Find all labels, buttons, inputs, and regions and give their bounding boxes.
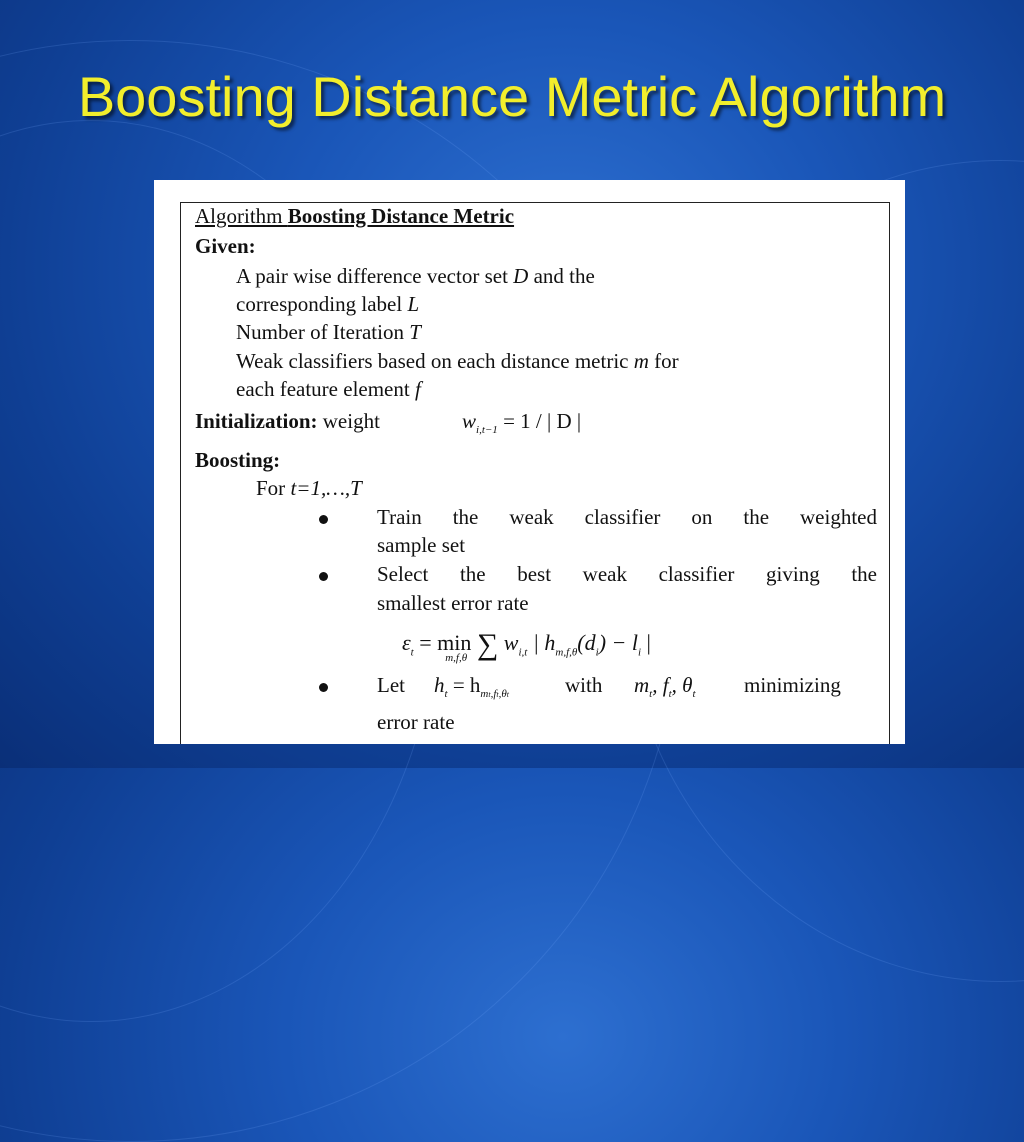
var-m-sub: t bbox=[649, 688, 653, 701]
bullet-3-h-sub: t bbox=[444, 688, 448, 701]
given-line-2-var: L bbox=[407, 292, 420, 316]
boosting-label-text: Boosting: bbox=[195, 448, 281, 472]
given-line-5-var: f bbox=[414, 377, 421, 401]
var-f-sub: t bbox=[668, 688, 672, 701]
bullet-3-eq: = h bbox=[447, 673, 481, 697]
given-line-4-var: m bbox=[633, 349, 649, 373]
bullet-3-line-2: error rate bbox=[377, 710, 455, 734]
var-f: , f bbox=[652, 673, 669, 697]
given-label-text: Given: bbox=[195, 234, 256, 258]
given-line-4-tail: for bbox=[648, 349, 679, 373]
var-m: m bbox=[634, 673, 650, 697]
bullet-2 bbox=[319, 572, 328, 581]
bullet-3-vars bbox=[634, 673, 696, 700]
formula-close: | bbox=[641, 630, 651, 655]
eq-sub-f: ,f bbox=[490, 688, 497, 701]
formula-w-sub: i,t bbox=[518, 646, 528, 659]
formula-epsilon: ε bbox=[402, 630, 411, 655]
given-line-1-tail: and the bbox=[528, 264, 595, 288]
formula-l-sub: i bbox=[637, 646, 642, 659]
formula-min: = min bbox=[419, 630, 472, 655]
given-line-2-text: corresponding label bbox=[236, 292, 408, 316]
given-label bbox=[195, 234, 256, 259]
formula-min-sub: m,f,θ bbox=[445, 652, 468, 664]
formula-epsilon-sub: t bbox=[410, 646, 414, 659]
eq-sub-theta-t: t bbox=[506, 690, 510, 700]
formula-d: (d bbox=[577, 630, 596, 655]
eq-sub-theta: ,θ bbox=[498, 688, 507, 701]
given-line-1 bbox=[236, 264, 595, 289]
given-line-5-text: each feature element bbox=[236, 377, 415, 401]
initialization-formula bbox=[462, 409, 581, 436]
given-line-4 bbox=[236, 349, 679, 374]
bullet-3-eq-subscripts bbox=[480, 688, 509, 700]
bullet-2-line-2: smallest error rate bbox=[377, 591, 529, 615]
bullet-1-line-2: sample set bbox=[377, 533, 466, 557]
error-formula bbox=[402, 624, 651, 664]
given-line-4-text: Weak classifiers based on each distance metric bbox=[236, 349, 634, 373]
loop-var: t=1,…,T bbox=[290, 476, 362, 500]
given-line-1-text: A pair wise difference vector set bbox=[236, 264, 514, 288]
formula-sum: ∑ bbox=[476, 628, 499, 661]
loop-line bbox=[256, 476, 362, 501]
bullet-1-line-1: Train the weak classifier on the weighted bbox=[377, 505, 877, 529]
given-line-3-var: T bbox=[409, 320, 421, 344]
algorithm-heading-prefix: Algorithm bbox=[195, 204, 283, 228]
init-w: w bbox=[462, 409, 477, 433]
init-w-sub: i,t−1 bbox=[476, 424, 498, 437]
formula-l: ) − l bbox=[598, 630, 638, 655]
initialization-label: Initialization: bbox=[195, 409, 318, 433]
given-line-3 bbox=[236, 320, 421, 345]
given-line-1-var: D bbox=[513, 264, 529, 288]
given-line-2 bbox=[236, 292, 419, 317]
slide-title: Boosting Distance Metric Algorithm bbox=[77, 65, 947, 128]
given-line-5 bbox=[236, 377, 421, 402]
formula-h-sub: m,f,θ bbox=[555, 646, 578, 659]
initialization-text: weight bbox=[317, 409, 380, 433]
bullet-3-h: h bbox=[434, 673, 445, 697]
bullet-3-let: Let bbox=[377, 673, 405, 697]
eq-sub-m-t: t bbox=[488, 690, 491, 700]
bullet-3-minimizing: minimizing bbox=[744, 673, 841, 697]
eq-sub-f-t: t bbox=[496, 690, 499, 700]
bullet-2-line-1: Select the best weak classifier giving the bbox=[377, 562, 877, 586]
loop-for: For bbox=[256, 476, 291, 500]
var-theta: , θ bbox=[671, 673, 693, 697]
formula-w: w bbox=[503, 630, 519, 655]
given-line-3-text: Number of Iteration bbox=[236, 320, 410, 344]
eq-sub-m: m bbox=[480, 688, 489, 701]
var-theta-sub: t bbox=[692, 688, 696, 701]
algorithm-image bbox=[154, 180, 905, 744]
bullet-3-with: with bbox=[565, 673, 603, 697]
algorithm-heading bbox=[195, 204, 514, 229]
formula-d-sub: i bbox=[595, 646, 599, 659]
bullet-3 bbox=[319, 683, 328, 692]
boosting-label bbox=[195, 448, 280, 473]
bullet-3-h-formula bbox=[434, 673, 509, 700]
init-rest: = 1 / | D | bbox=[497, 409, 582, 433]
bullet-1 bbox=[319, 515, 328, 524]
initialization-line bbox=[195, 409, 380, 434]
algorithm-heading-name: Boosting Distance Metric bbox=[287, 204, 515, 228]
formula-h: | h bbox=[532, 630, 556, 655]
